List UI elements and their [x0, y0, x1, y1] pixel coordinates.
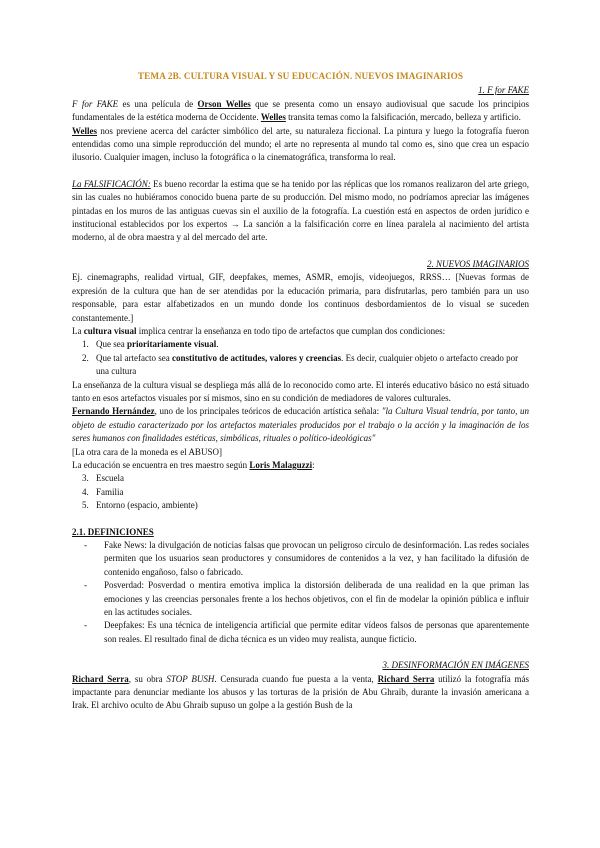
list-item	[72, 338, 529, 351]
education-list	[72, 472, 529, 512]
term-label: La FALSIFICACIÓN:	[72, 178, 151, 189]
list-number: 2.	[82, 352, 89, 363]
text-span: :	[312, 459, 315, 470]
section-1-heading: 1. F for FAKE	[478, 85, 529, 96]
list-number: 3.	[82, 473, 89, 484]
author-name: Welles	[72, 125, 97, 136]
list-number: 4.	[82, 486, 89, 497]
dash-bullet: -	[84, 540, 87, 550]
text-span: La educación se encuentra en tres maestro según	[72, 459, 250, 470]
author-name: Loris Malaguzzi	[249, 459, 313, 470]
list-item	[72, 499, 529, 512]
bold-term: cultura visual	[83, 325, 137, 336]
list-item	[72, 579, 529, 619]
list-text: Entorno (espacio, ambiente)	[96, 500, 198, 511]
text-span: es una película de	[118, 98, 198, 109]
film-title: F for FAKE	[72, 98, 119, 109]
dash-bullet: -	[84, 580, 87, 591]
section-3-heading: 3. DESINFORMACIÓN EN IMÁGENES	[382, 660, 529, 671]
list-text: Familia	[96, 486, 124, 497]
paragraph-welles	[72, 125, 529, 165]
definition-text: Deepfakes: Es una técnica de inteligencia artificial que permite editar vídeos falsos de personas que aparentemente son reales. El resultado final de dicha técnica es un video muy realista, aunque ficticio.	[104, 620, 529, 644]
quote: "la Cultura Visual tendría, por tanto, un objeto de estudio caracterizado por los artefactos materiales producidos por el trabajo o la acción y la imaginación de los seres humanos con finalidades estéticas, simbólicas, rituales o político-ideológicas"	[72, 406, 530, 444]
definitions-list	[72, 539, 529, 646]
text-span: Que sea	[96, 339, 127, 350]
list-item	[72, 619, 529, 646]
list-item	[72, 539, 529, 579]
text-span: . Censurada cuando fue puesta a la venta,	[214, 673, 378, 684]
paragraph-examples: Ej. cinemagraphs, realidad virtual, GIF, deepfakes, memes, ASMR, emojis, videojuegos, RRSS… [Nuevas formas de expresión de la cultura que han de ser atendidas por la educación primaria, para disfrutarlas, pero también para un uso responsable, para estar alfabetizados en un mundo donde los continuos desbordamientos de lo visual se suceden constantemente.]	[72, 272, 529, 323]
paragraph-ensenanza: La enseñanza de la cultura visual se despliega más allá de lo reconocido como arte. El interés educativo básico no está situado tanto en esos artefactos visuales por sí mismos, sino en su condición de mediadores de valores culturales.	[72, 379, 529, 403]
paragraph-abuso: [La otra cara de la moneda es el ABUSO]	[72, 446, 222, 457]
author-name: Richard Serra	[72, 673, 129, 684]
list-text: Escuela	[96, 473, 124, 484]
text-span: , su obra	[128, 673, 167, 684]
bold-term: constitutivo de actitudes, valores y creencias	[171, 352, 342, 363]
text-span: , uno de los principales teóricos de educación artística señala:	[154, 406, 382, 417]
list-item	[72, 352, 529, 379]
text-span: Es bueno recordar la estima que se ha tenido por las réplicas que los romanos realizaron del arte griego, sin las cuales no hubiéramos conocido buena parte de su producción. Del mismo modo, no podríamos apreciar las imágenes pintadas en los muros de las antiguas cuevas sin el auxilio de la fotografía. La cuestión está en aspectos de orden jurídico e institucional establecidos por los expertos → La sanción a la falsificación corre en línea paralela al nacimiento del artista moderno, al de obra maestra y al del mercado del arte.	[72, 178, 530, 243]
text-span: utilizó la fotografía más impactante para denunciar mediante los abusos y las torturas de la prisión de Abu Ghraib, durante la invasión americana a Irak. El archivo oculto de Abu Ghraib supuso un golpe a la gestión Bush de la	[72, 673, 529, 711]
text-span: transita temas como la falsificación, mercado, belleza y artificio.	[285, 112, 521, 123]
definition-text: Fake News: la divulgación de noticias falsas que provocan un peligroso círculo de desinformación. Las redes sociales permiten que los usuarios sean productores y consumidores de contenidos a la vez, y han facilitado la difusión de contenido engañoso, falso o fabricado.	[104, 540, 529, 577]
author-name: Fernando Hernández	[72, 406, 155, 417]
section-2-heading: 2. NUEVOS IMAGINARIOS	[427, 258, 529, 269]
section-2-1-heading: 2.1. DEFINICIONES	[72, 526, 154, 537]
text-span: . Es decir, cualquier objeto o artefacto creado por una cultura	[96, 352, 519, 377]
paragraph-f-for-fake	[72, 98, 529, 125]
paragraph-hernandez	[72, 405, 529, 445]
text-span: implica centrar la enseñanza en todo tipo de artefactos que cumplan dos condiciones:	[136, 325, 446, 336]
dash-bullet: -	[84, 620, 87, 631]
list-item	[72, 486, 529, 499]
text-span: .	[216, 339, 219, 350]
paragraph-falsificacion	[72, 178, 529, 245]
author-name: Welles	[260, 112, 286, 123]
paragraph-malaguzzi	[72, 459, 529, 472]
document-page	[72, 70, 529, 713]
conditions-list	[72, 338, 529, 378]
text-span: nos previene acerca del carácter simbólico del arte, su naturaleza ficcional. La pintura y luego la fotografía fueron entendidas como una simple reproducción del mundo; el arte no representa al mundo tal como es, sino que crea un espacio ilusorio. Cualquier imagen, incluso la fotográfica o la cinematográfica, transforma lo real.	[72, 125, 529, 163]
document-title: TEMA 2B. CULTURA VISUAL Y SU EDUCACIÓN. NUEVOS IMAGINARIOS	[137, 71, 464, 81]
bold-term: prioritariamente visual	[127, 339, 217, 350]
definition-text: Posverdad: Posverdad o mentira emotiva implica la distorsión deliberada de una realidad en la que priman las emociones y las creencias personales frente a los hechos objetivos, con el fin de modelar la opinión pública e influir en las actitudes sociales.	[104, 580, 529, 618]
text-span: Que tal artefacto sea	[96, 352, 172, 363]
text-span: que se presenta como un ensayo audiovisual que sacude los principios fundamentales de la estética moderna de Occidente.	[72, 98, 529, 123]
paragraph-cultura-visual	[72, 325, 529, 338]
list-item	[72, 472, 529, 485]
author-name: Richard Serra	[377, 673, 435, 684]
paragraph-serra	[72, 673, 529, 713]
text-span: La	[72, 325, 84, 336]
list-number: 1.	[82, 339, 89, 350]
list-number: 5.	[82, 500, 89, 511]
author-name: Orson Welles	[197, 98, 251, 109]
artwork-title: STOP BUSH	[166, 673, 215, 684]
